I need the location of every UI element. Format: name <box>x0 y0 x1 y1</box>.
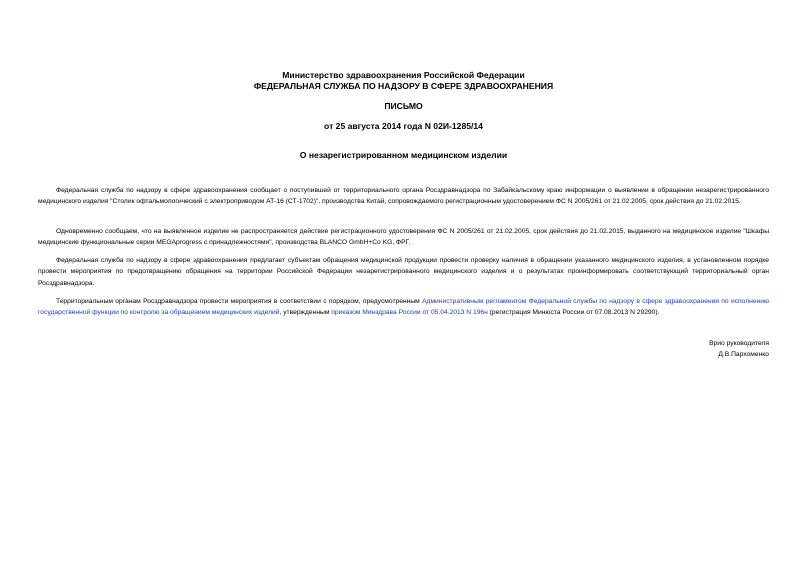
ministry-title: Министерство здравоохранения Российской Федерации <box>282 70 525 80</box>
paragraph-1: Федеральная служба по надзору в сфере здравоохранения сообщает о поступившей от территориального органа Росздравнадзора по Забайкальскому краю информации о выявлении в обращении незарегистрированного медицинского изделия "Столик офтальмологический с электроприводом АТ-16 (СТ-1702)", производства Китай, сопровождаемого регистрационным удостоверением ФС N 2005/261 от 21.02.2005, срок действия до 21.02.2015. <box>38 186 769 206</box>
signature-position: Врио руководителя <box>709 340 769 347</box>
service-title: ФЕДЕРАЛЬНАЯ СЛУЖБА ПО НАДЗОРУ В СФЕРЕ ЗДРАВООХРАНЕНИЯ <box>253 81 554 91</box>
document-subject: О незарегистрированном медицинском изделии <box>299 150 508 160</box>
paragraph-3: Федеральная служба по надзору в сфере здравоохранения предлагает субъектам обращения медицинской продукции провести проверку наличия в обращении указанного медицинского изделия, в установленном порядке провести мероприятия по предотвращению обращения на территории Российской Федерации незарегистрированного медицинского изделия и о результатах проинформировать соответствующий территориальный орган Росздравнадзора. <box>38 256 769 287</box>
paragraph-2: Одновременно сообщаем, что на выявленное изделие не распространяется действие регистрационного удостоверения ФС N 2005/261 от 21.02.2005, срок действия до 21.02.2015, выданного на медицинское изделие "Шкафы медицинские функциональные серии MEGAprogress с принадлежностями", производства BLANCO GmbH+Co KG, ФРГ. <box>38 227 769 247</box>
paragraph-4-text-after: (регистрация Минюста России от 07.08.2013 N 29290). <box>487 309 660 317</box>
paragraph-4 <box>38 296 769 319</box>
signature-name: Д.В.Пархоменко <box>718 351 769 358</box>
paragraph-4-text-before: Территориальным органам Росздравнадзора провести мероприятия в соответствии с порядком, предусмотренным <box>56 297 423 305</box>
order-link[interactable]: приказом Минздрава России от 05.04.2013 N 196н <box>331 309 488 317</box>
document-type: ПИСЬМО <box>384 101 423 111</box>
document-date-number: от 25 августа 2014 года N 02И-1285/14 <box>324 121 483 131</box>
paragraph-4-text-middle: , утвержденным <box>279 309 332 317</box>
regulation-link[interactable]: Административным регламентом Федеральной службы по надзору в сфере здравоохранения по исполнению государственной функции по контролю за обращением медицинских изделий <box>38 297 770 317</box>
